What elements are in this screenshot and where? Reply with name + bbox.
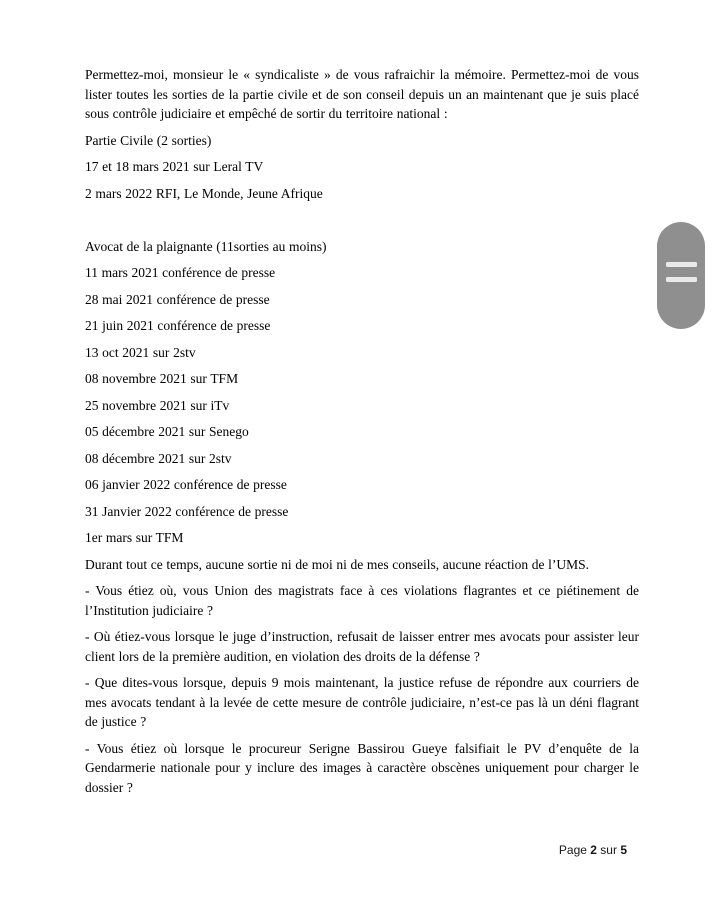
- partie-civile-heading: Partie Civile (2 sorties): [85, 132, 212, 148]
- question-paragraph: - Où étiez-vous lorsque le juge d’instruction, refusait de laisser entrer mes avocats pour assister leur client lors de la première audition, en violation des droits de la défense ?: [85, 629, 639, 664]
- intro-paragraph: Permettez-moi, monsieur le « syndicaliste » de vous rafraichir la mémoire. Permettez-moi de vous lister toutes les sorties de la partie civile et de son conseil depuis un an maintenant que je suis placé sous contrôle judiciaire et empêché de sortir du territoire national :: [85, 67, 639, 121]
- list-item: 25 novembre 2021 sur iTv: [85, 397, 230, 413]
- list-item: 1er mars sur TFM: [85, 530, 184, 545]
- list-item: 21 juin 2021 conférence de presse: [85, 318, 271, 333]
- footer-total-pages: 5: [620, 843, 627, 857]
- question-paragraph: - Que dites-vous lorsque, depuis 9 mois maintenant, la justice refuse de répondre aux courriers de mes avocats tendant à la levée de cette mesure de contrôle judiciaire, n’est-ce pas là un déni flagrant de justice ?: [85, 675, 639, 729]
- question-paragraph: - Vous étiez où, vous Union des magistrats face à ces violations flagrantes et ce piétinement de l’Institution judiciaire ?: [85, 583, 639, 618]
- footer-page-number: 2: [590, 843, 597, 857]
- summary-paragraph: Durant tout ce temps, aucune sortie ni de moi ni de mes conseils, aucune réaction de l’UMS.: [85, 556, 590, 572]
- drag-handle-icon: [666, 262, 697, 282]
- list-item: 31 Janvier 2022 conférence de presse: [85, 503, 289, 519]
- footer-of-label: sur: [600, 843, 617, 857]
- list-item: 08 novembre 2021 sur TFM: [85, 371, 239, 386]
- list-item: 17 et 18 mars 2021 sur Leral TV: [85, 159, 264, 174]
- empty-line: [85, 210, 639, 230]
- avocat-heading: Avocat de la plaignante (11sorties au moins): [85, 238, 327, 254]
- list-item: 28 mai 2021 conférence de presse: [85, 291, 270, 307]
- footer-page-label: Page: [558, 843, 587, 857]
- list-item: 11 mars 2021 conférence de presse: [85, 265, 276, 280]
- list-item: 13 oct 2021 sur 2stv: [85, 344, 196, 360]
- question-paragraph: - Vous étiez où lorsque le procureur Serigne Bassirou Gueye falsifiait le PV d’enquête de la Gendarmerie nationale pour y inclure des images à caractère obscènes uniquement pour charger le dossier ?: [85, 740, 639, 795]
- scroll-drag-handle[interactable]: [657, 222, 705, 329]
- page-footer: [559, 843, 627, 857]
- list-item: 2 mars 2022 RFI, Le Monde, Jeune Afrique: [85, 185, 323, 201]
- list-item: 05 décembre 2021 sur Senego: [85, 424, 249, 439]
- document-body: [85, 65, 639, 804]
- list-item: 08 décembre 2021 sur 2stv: [85, 450, 232, 466]
- list-item: 06 janvier 2022 conférence de presse: [85, 477, 287, 492]
